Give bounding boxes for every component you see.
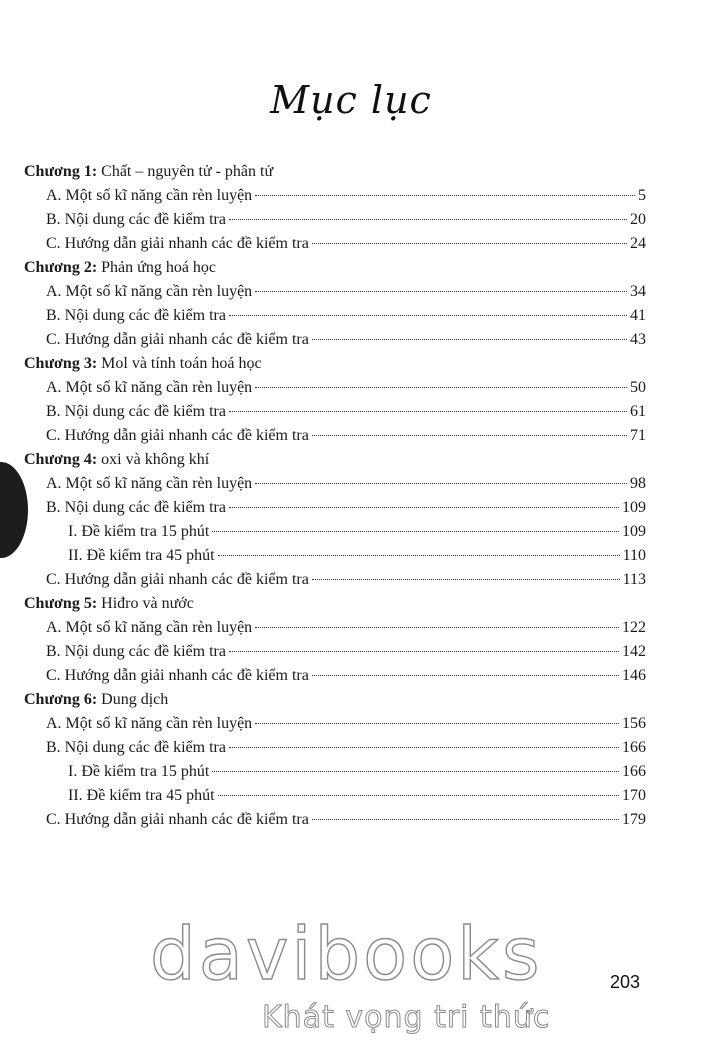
dot-leader	[255, 483, 627, 484]
toc-entry[interactable]	[24, 304, 646, 328]
toc-entry[interactable]	[24, 280, 646, 304]
entry-page: 71	[630, 427, 646, 444]
toc-entry[interactable]	[24, 664, 646, 688]
chapter-title: oxi và không khí	[101, 451, 210, 468]
toc-entry[interactable]	[24, 472, 646, 496]
dot-leader	[255, 627, 619, 628]
toc-entry[interactable]	[24, 808, 646, 832]
chapter-heading[interactable]	[24, 160, 646, 184]
entry-text: C. Hướng dẫn giải nhanh các đề kiểm tra	[46, 811, 309, 828]
dot-leader	[255, 291, 627, 292]
chapter-heading[interactable]	[24, 352, 646, 376]
toc-entry[interactable]	[24, 376, 646, 400]
entry-page: 179	[622, 811, 646, 828]
toc-entry[interactable]	[24, 424, 646, 448]
entry-text: B. Nội dung các đề kiểm tra	[46, 739, 226, 756]
entry-text: I. Đề kiểm tra 15 phút	[68, 523, 210, 540]
entry-text: B. Nội dung các đề kiểm tra	[46, 403, 226, 420]
toc-entry[interactable]	[24, 712, 646, 736]
entry-page: 20	[630, 211, 646, 228]
entry-text: II. Đề kiểm tra 45 phút	[68, 547, 215, 564]
dot-leader	[255, 387, 627, 388]
entry-page: 5	[638, 187, 646, 204]
entry-text: B. Nội dung các đề kiểm tra	[46, 499, 226, 516]
chapter-label: Chương 1:	[24, 163, 98, 180]
dot-leader	[229, 315, 627, 316]
dot-leader	[212, 771, 619, 772]
entry-page: 146	[622, 667, 646, 684]
dot-leader	[229, 219, 627, 220]
chapter-title: Mol và tính toán hoá học	[101, 355, 262, 372]
entry-text: C. Hướng dẫn giải nhanh các đề kiểm tra	[46, 235, 309, 252]
toc-entry[interactable]	[24, 640, 646, 664]
entry-text: C. Hướng dẫn giải nhanh các đề kiểm tra	[46, 571, 309, 588]
entry-page: 98	[630, 475, 646, 492]
chapter-title: Chất – nguyên tử - phân tử	[101, 163, 274, 180]
entry-text: A. Một số kĩ năng cần rèn luyện	[46, 619, 253, 636]
dot-leader	[229, 651, 619, 652]
watermark-tagline: Khát vọng tri thức	[262, 1000, 551, 1035]
entry-text: C. Hướng dẫn giải nhanh các đề kiểm tra	[46, 667, 309, 684]
entry-text: I. Đề kiểm tra 15 phút	[68, 763, 210, 780]
chapter-label: Chương 4:	[24, 451, 98, 468]
chapter-heading[interactable]	[24, 688, 646, 712]
dot-leader	[255, 195, 635, 196]
entry-page: 170	[622, 787, 646, 804]
toc-subentry[interactable]	[24, 760, 646, 784]
toc-entry[interactable]	[24, 736, 646, 760]
entry-page: 50	[630, 379, 646, 396]
chapter-label: Chương 5:	[24, 595, 98, 612]
dot-leader	[312, 243, 627, 244]
entry-page: 109	[622, 523, 646, 540]
toc-subentry[interactable]	[24, 520, 646, 544]
chapter-label: Chương 6:	[24, 691, 98, 708]
entry-page: 156	[622, 715, 646, 732]
entry-page: 166	[622, 763, 646, 780]
entry-page: 109	[622, 499, 646, 516]
entry-page: 24	[630, 235, 646, 252]
dot-leader	[218, 555, 620, 556]
dot-leader	[312, 675, 619, 676]
chapter-title: Phản ứng hoá học	[101, 259, 217, 276]
dot-leader	[229, 411, 627, 412]
toc-subentry[interactable]	[24, 544, 646, 568]
chapter-heading[interactable]	[24, 256, 646, 280]
chapter-title: Hiđro và nước	[101, 595, 194, 612]
dot-leader	[312, 339, 627, 340]
dot-leader	[312, 579, 620, 580]
entry-text: B. Nội dung các đề kiểm tra	[46, 307, 226, 324]
chapter-label: Chương 2:	[24, 259, 98, 276]
dot-leader	[255, 723, 619, 724]
entry-text: C. Hướng dẫn giải nhanh các đề kiểm tra	[46, 427, 309, 444]
chapter-label: Chương 3:	[24, 355, 98, 372]
toc-entry[interactable]	[24, 208, 646, 232]
entry-text: II. Đề kiểm tra 45 phút	[68, 787, 215, 804]
chapter-heading[interactable]	[24, 592, 646, 616]
entry-text: A. Một số kĩ năng cần rèn luyện	[46, 187, 253, 204]
entry-text: A. Một số kĩ năng cần rèn luyện	[46, 475, 253, 492]
entry-page: 43	[630, 331, 646, 348]
dot-leader	[312, 435, 627, 436]
entry-text: A. Một số kĩ năng cần rèn luyện	[46, 283, 253, 300]
entry-text: C. Hướng dẫn giải nhanh các đề kiểm tra	[46, 331, 309, 348]
toc-subentry[interactable]	[24, 784, 646, 808]
dot-leader	[312, 819, 619, 820]
watermark-logo: davibooks	[150, 912, 543, 996]
entry-text: B. Nội dung các đề kiểm tra	[46, 643, 226, 660]
toc-entry[interactable]	[24, 616, 646, 640]
dot-leader	[218, 795, 619, 796]
entry-page: 122	[622, 619, 646, 636]
chapter-heading[interactable]	[24, 448, 646, 472]
page-title: Mục lục	[270, 78, 432, 122]
toc-entry[interactable]	[24, 496, 646, 520]
toc-entry[interactable]	[24, 184, 646, 208]
dot-leader	[229, 507, 619, 508]
page-number: 203	[610, 972, 641, 992]
entry-page: 34	[630, 283, 646, 300]
entry-page: 166	[622, 739, 646, 756]
toc-entry[interactable]	[24, 568, 646, 592]
chapter-title: Dung dịch	[101, 691, 169, 708]
toc-entry[interactable]	[24, 328, 646, 352]
entry-text: B. Nội dung các đề kiểm tra	[46, 211, 226, 228]
toc-entry[interactable]	[24, 232, 646, 256]
entry-page: 61	[630, 403, 646, 420]
dot-leader	[212, 531, 619, 532]
entry-page: 113	[622, 571, 646, 588]
entry-page: 41	[630, 307, 646, 324]
table-of-contents	[24, 160, 646, 832]
entry-page: 142	[622, 643, 646, 660]
entry-text: A. Một số kĩ năng cần rèn luyện	[46, 715, 253, 732]
entry-text: A. Một số kĩ năng cần rèn luyện	[46, 379, 253, 396]
dot-leader	[229, 747, 619, 748]
entry-page: 110	[622, 547, 646, 564]
toc-entry[interactable]	[24, 400, 646, 424]
